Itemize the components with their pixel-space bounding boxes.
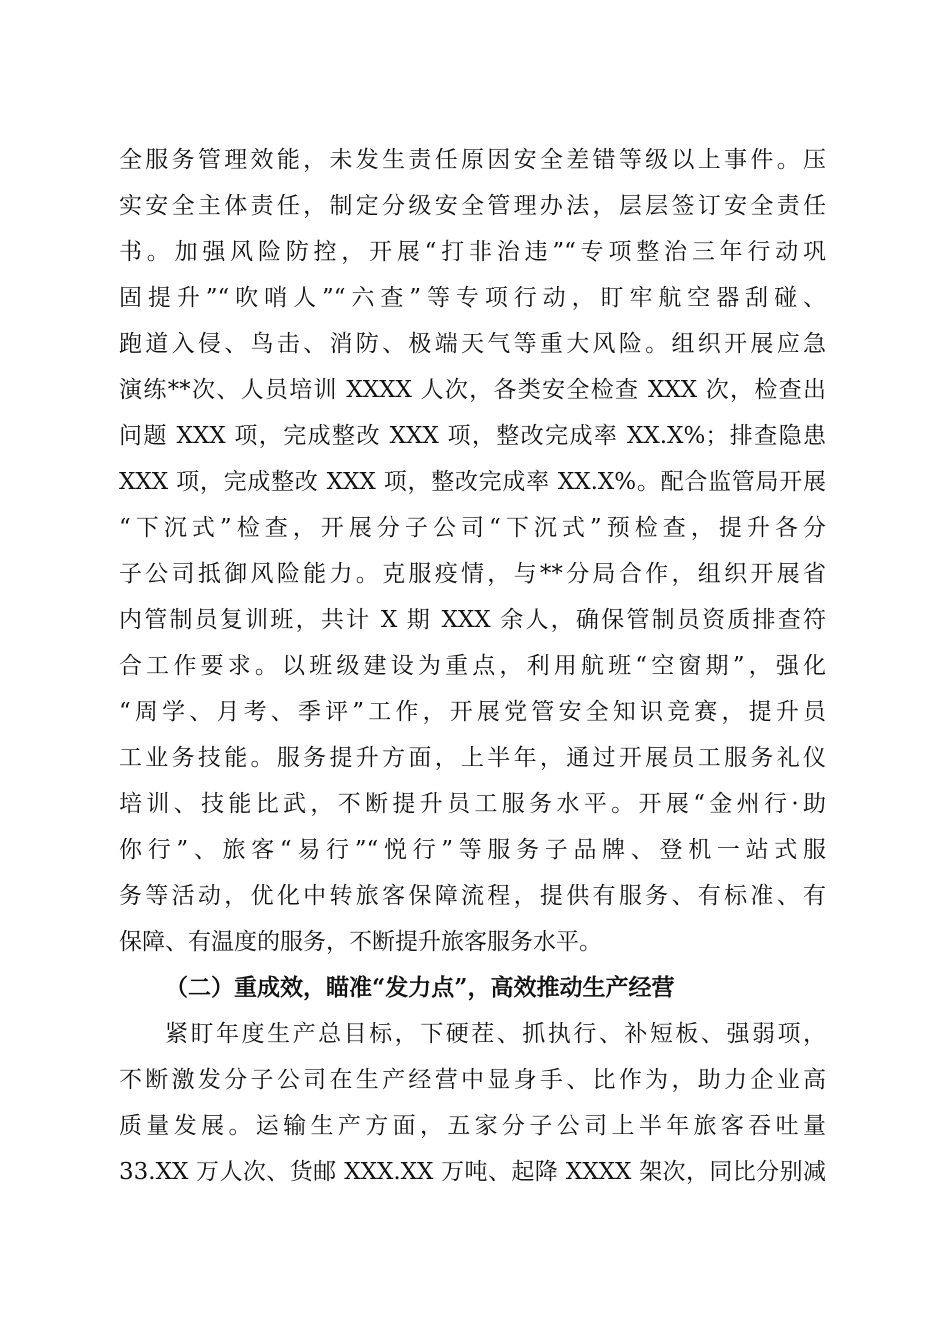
body-line: 子公司抵御风险能力。克服疫情，与**分局合作，组织开展省	[119, 561, 826, 587]
body-line: 工业务技能。服务提升方面，上半年，通过开展员工服务礼仪	[119, 745, 826, 771]
document-body	[119, 137, 826, 1195]
body-line: “周学、月考、季评”工作，开展党管安全知识竞赛，提升员	[119, 699, 826, 725]
body-line: 实安全主体责任，制定分级安全管理办法，层层签订安全责任	[119, 193, 826, 219]
body-line: 全服务管理效能，未发生责任原因安全差错等级以上事件。压	[119, 147, 826, 173]
body-line: “下沉式”检查，开展分子公司“下沉式”预检查，提升各分	[119, 515, 826, 541]
body-line: 合工作要求。以班级建设为重点，利用航班“空窗期”，强化	[119, 653, 826, 679]
body-line: 33.XX 万人次、货邮 XXX.XX 万吨、起降 XXXX 架次，同比分别减	[119, 1159, 826, 1185]
body-line: 书。加强风险防控，开展“打非治违”“专项整治三年行动巩	[119, 239, 826, 265]
body-line: 保障、有温度的服务，不断提升旅客服务水平。	[119, 929, 602, 955]
body-line: 质量发展。运输生产方面，五家分子公司上半年旅客吞吐量	[119, 1113, 826, 1139]
body-line: 固提升”“吹哨人”“六查”等专项行动，盯牢航空器刮碰、	[119, 285, 826, 311]
body-line: 跑道入侵、鸟击、消防、极端天气等重大风险。组织开展应急	[119, 331, 826, 357]
body-line: 培训、技能比武，不断提升员工服务水平。开展“金州行·助	[119, 791, 826, 817]
body-line: 不断激发分子公司在生产经营中显身手、比作为，助力企业高	[119, 1067, 826, 1093]
body-line: 紧盯年度生产总目标，下硬茬、抓执行、补短板、强弱项，	[165, 1021, 826, 1047]
body-line: 演练**次、人员培训 XXXX 人次，各类安全检查 XXX 次，检查出	[119, 377, 826, 403]
body-line: 你行”、旅客“易行”“悦行”等服务子品牌、登机一站式服	[119, 837, 826, 863]
body-line: 内管制员复训班，共计 X 期 XXX 余人，确保管制员资质排查符	[119, 607, 826, 633]
section-heading: （二）重成效，瞄准“发力点”，高效推动生产经营	[165, 974, 675, 1001]
body-line: 务等活动，优化中转旅客保障流程，提供有服务、有标准、有	[119, 883, 826, 909]
body-line: XXX 项，完成整改 XXX 项，整改完成率 XX.X%。配合监管局开展	[119, 469, 826, 495]
body-line: 问题 XXX 项，完成整改 XXX 项，整改完成率 XX.X%；排查隐患	[119, 423, 826, 449]
